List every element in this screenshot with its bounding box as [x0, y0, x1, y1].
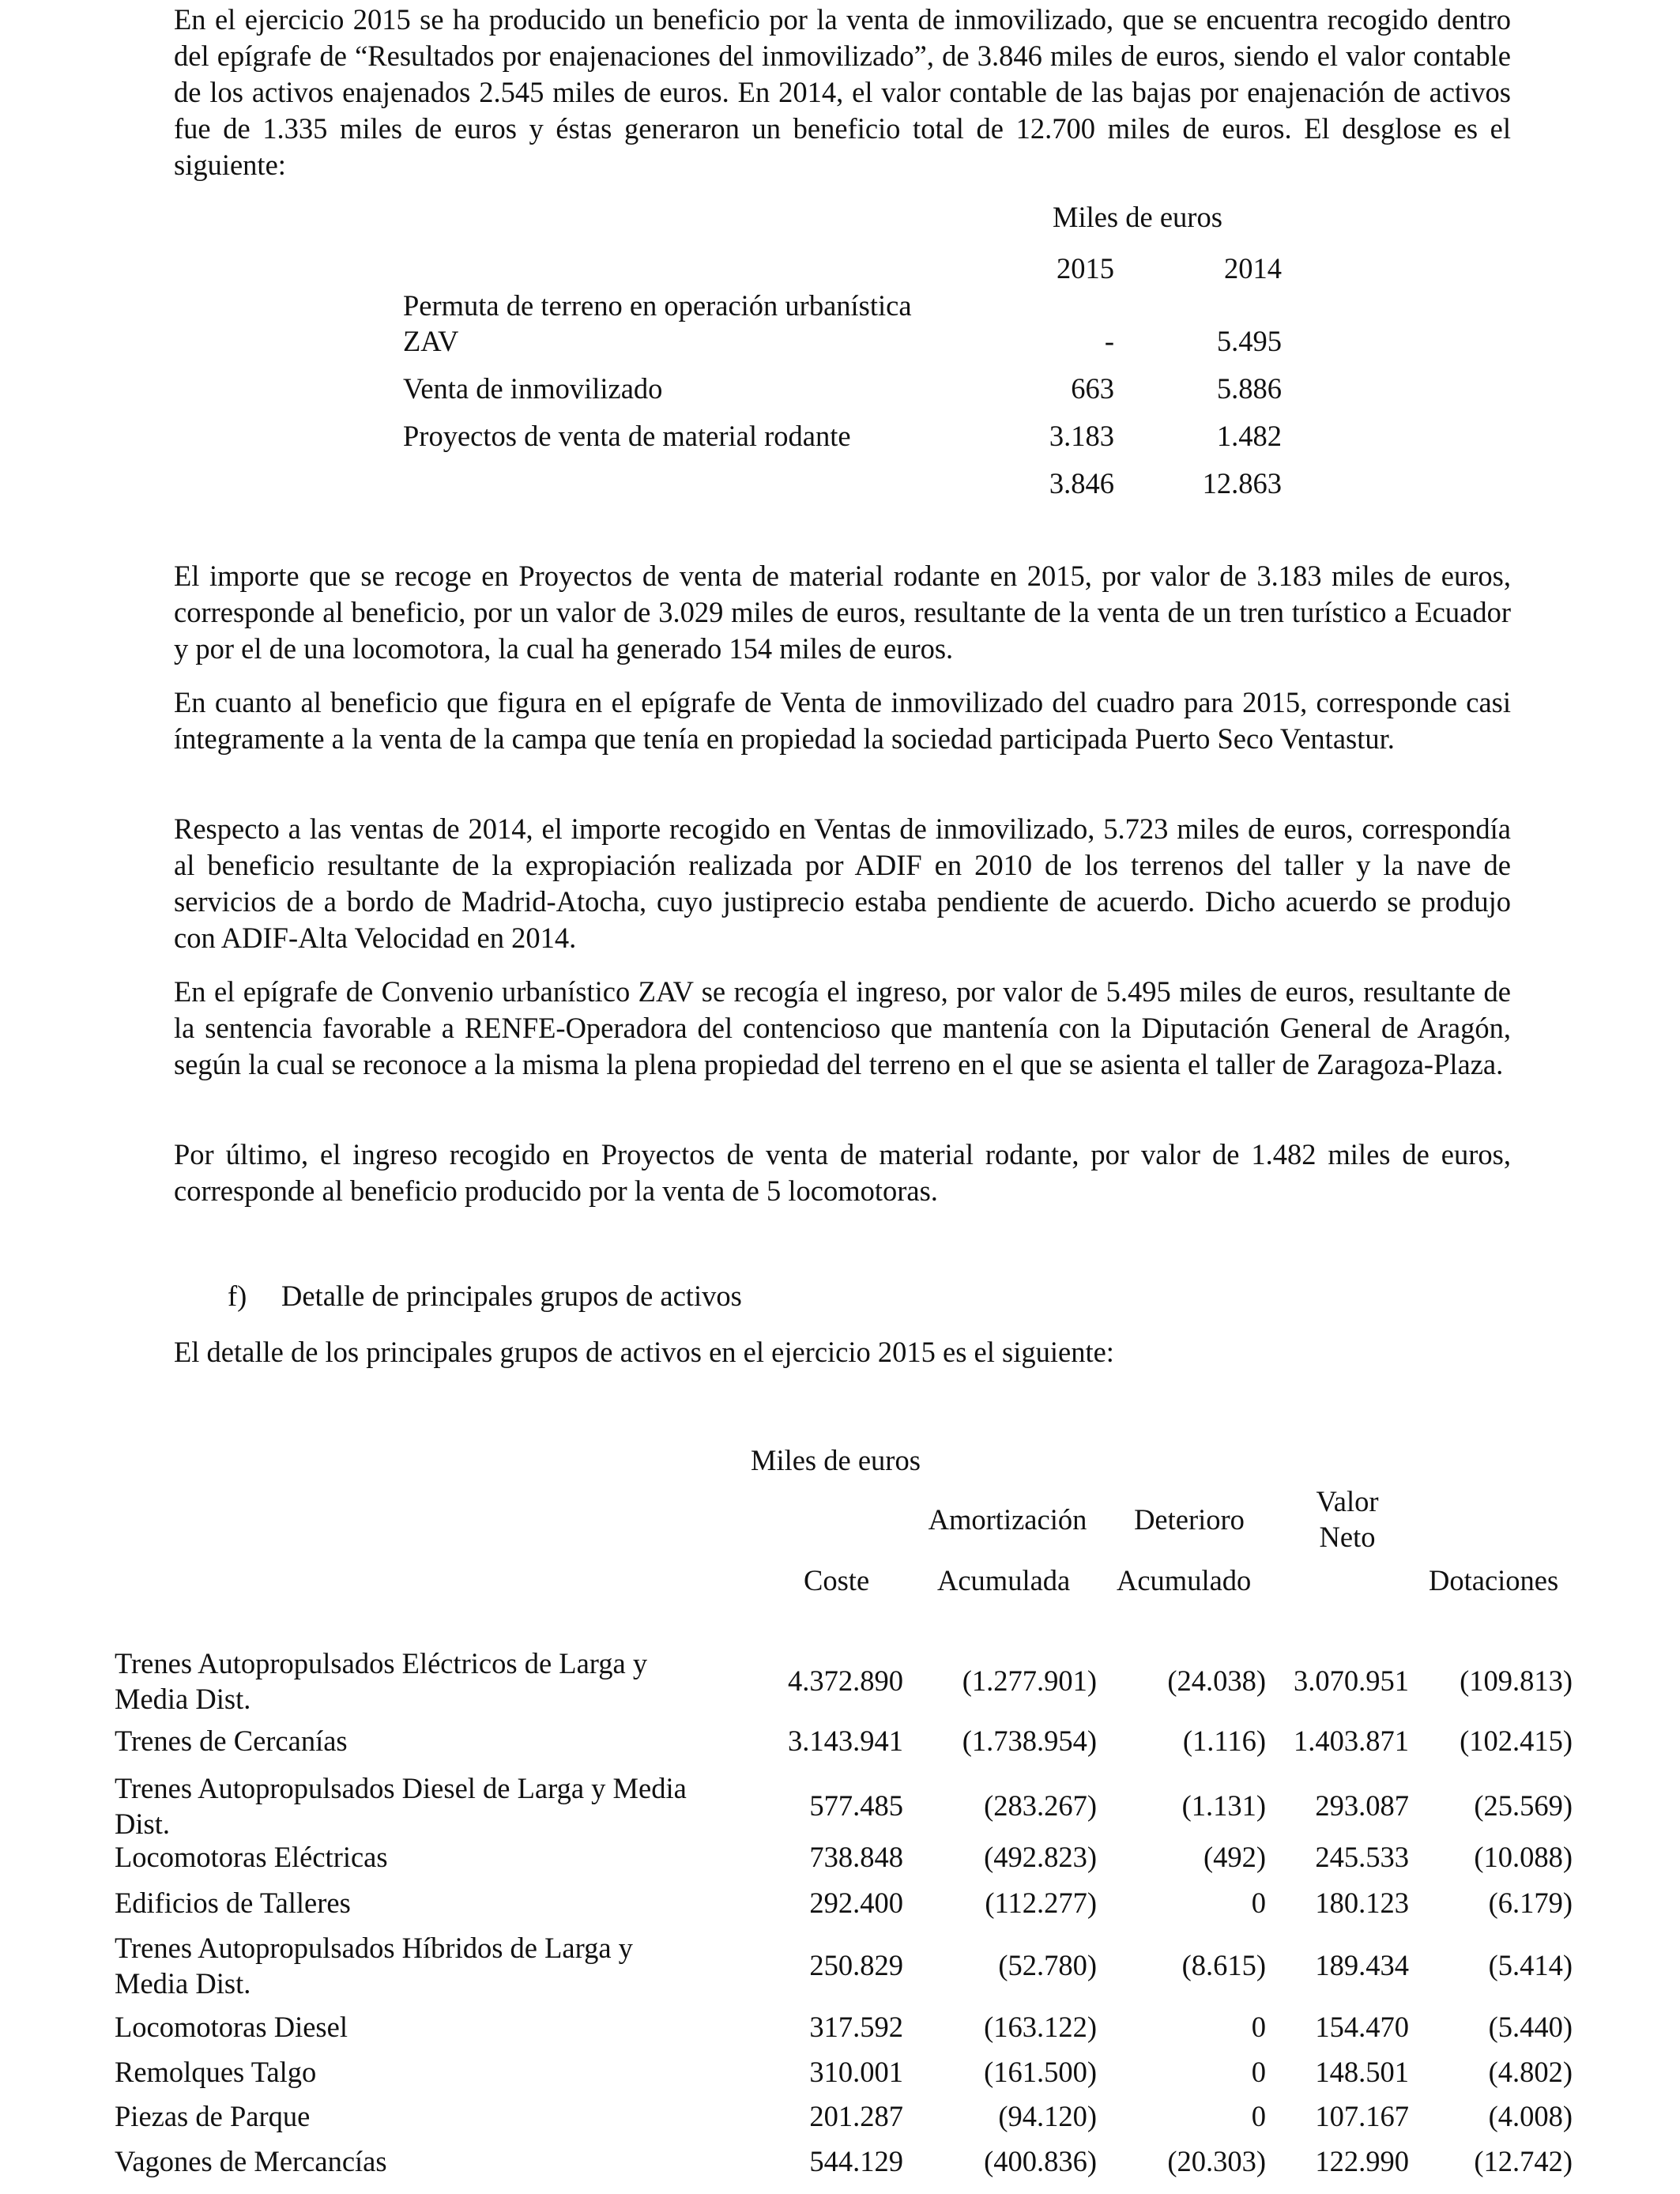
cell-dotaciones: (25.569)	[1474, 1789, 1573, 1822]
cell-valor-neto: 189.434	[1315, 1949, 1409, 1981]
cell-coste: 201.287	[809, 2100, 903, 2132]
cell-deterioro: 0	[1251, 2056, 1266, 2088]
section-title: Detalle de principales grupos de activos	[281, 1280, 742, 1312]
section-letter: f)	[228, 1280, 247, 1312]
header-valor: Valor	[1316, 1485, 1379, 1517]
cell-amortizacion: (52.780)	[998, 1949, 1097, 1981]
table2-row-label-continued: Media Dist.	[115, 1683, 251, 1715]
table1-total-2014: 12.863	[1202, 467, 1282, 499]
paragraph-venta-inmovilizado: En cuanto al beneficio que figura en el epígrafe de Venta de inmovilizado del cuadro para 2015, corresponde casi íntegramente a la venta de la campa que tenía en propiedad la sociedad participada Puerto Seco Ventastur.	[174, 686, 1511, 755]
table1-cell: 5.495	[1216, 325, 1282, 357]
table2-row-label: Locomotoras Diesel	[115, 2011, 348, 2043]
cell-dotaciones: (5.414)	[1488, 1949, 1573, 1981]
cell-amortizacion: (94.120)	[998, 2100, 1097, 2132]
header-dotaciones: Dotaciones	[1429, 1564, 1559, 1596]
cell-valor-neto: 148.501	[1315, 2056, 1409, 2088]
header-neto: Neto	[1319, 1521, 1376, 1553]
cell-deterioro: (1.131)	[1181, 1789, 1266, 1822]
cell-amortizacion: (400.836)	[984, 2145, 1097, 2177]
cell-deterioro: (24.038)	[1167, 1664, 1266, 1697]
paragraph-ultimo-ingreso: Por último, el ingreso recogido en Proyectos de venta de material rodante, por valor de 1.482 miles de euros, corresponde al beneficio producido por la venta de 5 locomotoras.	[174, 1138, 1511, 1207]
cell-dotaciones: (4.008)	[1488, 2100, 1573, 2132]
cell-coste: 250.829	[809, 1949, 903, 1981]
cell-valor-neto: 3.070.951	[1294, 1664, 1409, 1697]
cell-dotaciones: (102.415)	[1460, 1725, 1573, 1757]
table1-cell: 1.482	[1216, 420, 1282, 452]
cell-coste: 4.372.890	[788, 1664, 903, 1697]
table2-unit-header: Miles de euros	[751, 1444, 921, 1476]
paragraph-ventas-2014: Respecto a las ventas de 2014, el importe recogido en Ventas de inmovilizado, 5.723 miles de euros, correspondía al beneficio resultante de la expropiación realizada por ADIF en 2010 de los terrenos del taller y la nave de servicios de a bordo de Madrid-Atocha, cuyo justiprecio estaba pendiente de acuerdo. Dicho acuerdo se produjo con ADIF-Alta Velocidad en 2014.	[174, 812, 1511, 954]
header-amortizacion: Amortización	[928, 1503, 1087, 1536]
table2-row-label: Trenes Autopropulsados Diesel de Larga y Media	[115, 1772, 687, 1804]
cell-coste: 544.129	[809, 2145, 903, 2177]
table2-row-label: Trenes Autopropulsados Híbridos de Larga y	[115, 1932, 633, 1964]
cell-dotaciones: (109.813)	[1460, 1664, 1573, 1697]
cell-deterioro: 0	[1251, 1887, 1266, 1919]
cell-amortizacion: (112.277)	[985, 1887, 1097, 1919]
table2-row-label: Trenes Autopropulsados Eléctricos de Larga y	[115, 1647, 648, 1679]
cell-amortizacion: (163.122)	[984, 2011, 1097, 2043]
cell-valor-neto: 1.403.871	[1294, 1725, 1409, 1757]
cell-deterioro: 0	[1251, 2100, 1266, 2132]
table2-row-label: Edificios de Talleres	[115, 1887, 351, 1919]
cell-dotaciones: (5.440)	[1488, 2011, 1573, 2043]
cell-valor-neto: 245.533	[1315, 1841, 1409, 1873]
cell-coste: 292.400	[809, 1887, 903, 1919]
cell-deterioro: (1.116)	[1182, 1725, 1266, 1757]
cell-amortizacion: (283.267)	[984, 1789, 1097, 1822]
cell-deterioro: 0	[1251, 2011, 1266, 2043]
header-coste: Coste	[804, 1564, 870, 1596]
cell-dotaciones: (12.742)	[1474, 2145, 1573, 2177]
table1-unit-header: Miles de euros	[1053, 201, 1222, 233]
cell-coste: 3.143.941	[788, 1725, 903, 1757]
cell-valor-neto: 107.167	[1315, 2100, 1409, 2132]
cell-valor-neto: 122.990	[1315, 2145, 1409, 2177]
cell-deterioro: (492)	[1203, 1841, 1266, 1873]
header-acumulada: Acumulada	[937, 1564, 1071, 1596]
table1-row-label: Venta de inmovilizado	[403, 372, 663, 405]
header-acumulado: Acumulado	[1117, 1564, 1252, 1596]
cell-coste: 577.485	[809, 1789, 903, 1822]
intro-paragraph: En el ejercicio 2015 se ha producido un beneficio por la venta de inmovilizado, que se encuentra recogido dentro del epígrafe de “Resultados por enajenaciones del inmovilizado”, de 3.846 miles de euros, siendo el valor contable de los activos enajenados 2.545 miles de euros. En 2014, el valor contable de las bajas por enajenación de activos fue de 1.335 miles de euros y éstas generaron un beneficio total de 12.700 miles de euros. El desglose es el siguiente:	[174, 3, 1511, 181]
table1-total-2015: 3.846	[1049, 467, 1114, 499]
cell-valor-neto: 154.470	[1315, 2011, 1409, 2043]
header-deterioro: Deterioro	[1134, 1503, 1245, 1536]
cell-deterioro: (20.303)	[1167, 2145, 1266, 2177]
cell-coste: 738.848	[809, 1841, 903, 1873]
paragraph-convenio-zav: En el epígrafe de Convenio urbanístico ZAV se recogía el ingreso, por valor de 5.495 miles de euros, resultante de la sentencia favorable a RENFE-Operadora del contencioso que mantenía con la Diputación General de Aragón, según la cual se reconoce a la misma la plena propiedad del terreno en el que se asienta el taller de Zaragoza-Plaza.	[174, 975, 1511, 1080]
paragraph-material-rodante-2015: El importe que se recoge en Proyectos de venta de material rodante en 2015, por valor de 3.183 miles de euros, corresponde al beneficio, por un valor de 3.029 miles de euros, resultante de la venta de un tren turístico a Ecuador y por el de una locomotora, la cual ha generado 154 miles de euros.	[174, 560, 1511, 665]
section-intro: El detalle de los principales grupos de activos en el ejercicio 2015 es el siguiente:	[174, 1336, 1114, 1368]
cell-dotaciones: (10.088)	[1474, 1841, 1573, 1873]
cell-amortizacion: (161.500)	[984, 2056, 1097, 2088]
table2-row-label-continued: Dist.	[115, 1808, 170, 1840]
table2-row-label: Locomotoras Eléctricas	[115, 1841, 388, 1873]
cell-dotaciones: (4.802)	[1488, 2056, 1573, 2088]
table1-cell: -	[1104, 325, 1114, 357]
cell-coste: 310.001	[809, 2056, 903, 2088]
table1-cell: 3.183	[1049, 420, 1114, 452]
table1-row-label: ZAV	[403, 325, 459, 357]
table2-row-label-continued: Media Dist.	[115, 1967, 251, 2000]
table1-row-label: Permuta de terreno en operación urbanística	[403, 289, 912, 322]
cell-valor-neto: 180.123	[1315, 1887, 1409, 1919]
cell-amortizacion: (1.738.954)	[962, 1725, 1097, 1757]
table1-cell: 5.886	[1216, 372, 1282, 405]
cell-deterioro: (8.615)	[1181, 1949, 1266, 1981]
table2-row-label: Vagones de Mercancías	[115, 2145, 387, 2177]
cell-amortizacion: (492.823)	[984, 1841, 1097, 1873]
table1-row-label: Proyectos de venta de material rodante	[403, 420, 851, 452]
cell-dotaciones: (6.179)	[1488, 1887, 1573, 1919]
table2-row-label: Trenes de Cercanías	[115, 1725, 348, 1757]
table1-cell: 663	[1071, 372, 1114, 405]
cell-coste: 317.592	[809, 2011, 903, 2043]
cell-valor-neto: 293.087	[1315, 1789, 1409, 1822]
table1-year-2014: 2014	[1224, 252, 1282, 285]
table2-row-label: Remolques Talgo	[115, 2056, 317, 2088]
table1-year-2015: 2015	[1057, 252, 1114, 285]
cell-amortizacion: (1.277.901)	[962, 1664, 1097, 1697]
table2-row-label: Piezas de Parque	[115, 2100, 311, 2132]
